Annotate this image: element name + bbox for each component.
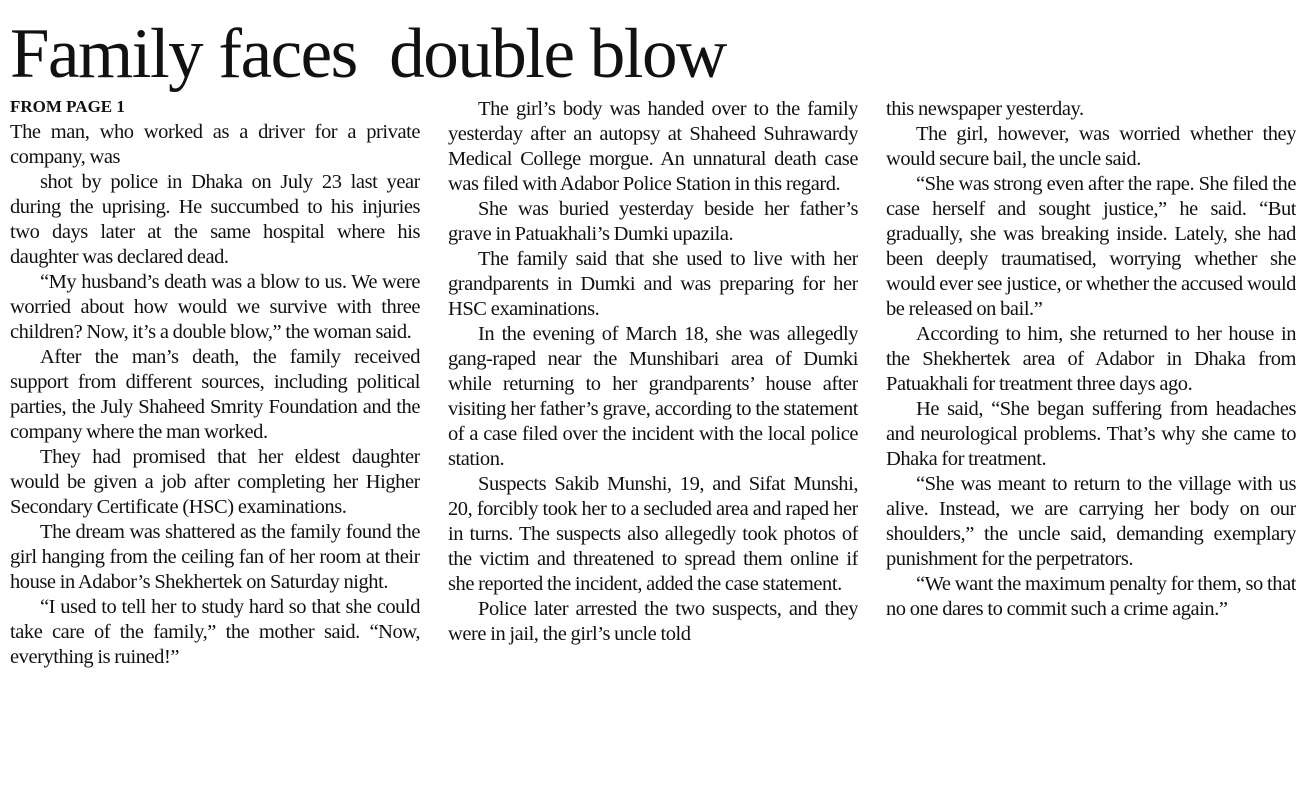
paragraph: After the man’s death, the family received support from different sources, including political parties, the July Shaheed Smrity Foundation and the company where the man worked. — [10, 346, 420, 443]
paragraph: Police later arrested the two suspects, and they were in jail, the girl’s uncle told — [448, 598, 858, 645]
paragraph: She was buried yesterday beside her father’s grave in Patuakhali’s Dumki upazila. — [448, 198, 858, 245]
paragraph: “We want the maximum penalty for them, so that no one dares to commit such a crime again.” — [886, 573, 1296, 620]
paragraph: The dream was shattered as the family found the girl hanging from the ceiling fan of her room at their house in Adabor’s Shekhertek on Saturday night. — [10, 521, 420, 593]
paragraph: “She was meant to return to the village with us alive. Instead, we are carrying her body on our shoulders,” the uncle said, demanding exemplary punishment for the perpetrators. — [886, 473, 1296, 570]
paragraph: “My husband’s death was a blow to us. We were worried about how would we survive with three children? Now, it’s a double blow,” the woman said. — [10, 271, 420, 343]
paragraph: “She was strong even after the rape. She filed the case herself and sought justice,” he said. “But gradually, she was breaking inside. Lately, she had been deeply traumatised, worrying whether she would ever see justice, or whether the accused would be released on bail.” — [886, 173, 1296, 320]
article-column-2 — [448, 97, 858, 805]
article-column-1 — [10, 97, 420, 805]
paragraph: this newspaper yesterday. — [886, 98, 1084, 120]
paragraph: shot by police in Dhaka on July 23 last year during the uprising. He succumbed to his injuries two days later at the same hospital where his daughter was declared dead. — [10, 171, 420, 268]
jump-kicker: FROM PAGE 1 — [10, 97, 125, 116]
paragraph: In the evening of March 18, she was allegedly gang-raped near the Munshibari area of Dumki while returning to her grandparents’ house after visiting her father’s grave, according to the statement of a case filed over the incident with the local police station. — [448, 323, 858, 470]
headline: Family faces double blow — [10, 15, 726, 93]
paragraph: The family said that she used to live with her grandparents in Dumki and was preparing for her HSC examinations. — [448, 248, 858, 320]
paragraph: The man, who worked as a driver for a private company, was — [10, 121, 420, 168]
paragraph: The girl, however, was worried whether they would secure bail, the uncle said. — [886, 123, 1296, 170]
paragraph: He said, “She began suffering from headaches and neurological problems. That’s why she came to Dhaka for treatment. — [886, 398, 1296, 470]
article-body — [10, 97, 1296, 805]
paragraph: The girl’s body was handed over to the family yesterday after an autopsy at Shaheed Suhrawardy Medical College morgue. An unnatural death case was filed with Adabor Police Station in this regard. — [448, 98, 858, 195]
paragraph: They had promised that her eldest daughter would be given a job after completing her Higher Secondary Certificate (HSC) examinations. — [10, 446, 420, 518]
paragraph: Suspects Sakib Munshi, 19, and Sifat Munshi, 20, forcibly took her to a secluded area and raped her in turns. The suspects also allegedly took photos of the victim and threatened to spread them online if she reported the incident, added the case statement. — [448, 473, 858, 595]
article-column-3 — [886, 97, 1296, 805]
paragraph: “I used to tell her to study hard so that she could take care of the family,” the mother said. “Now, everything is ruined!” — [10, 596, 420, 668]
paragraph: According to him, she returned to her house in the Shekhertek area of Adabor in Dhaka from Patuakhali for treatment three days ago. — [886, 323, 1296, 395]
